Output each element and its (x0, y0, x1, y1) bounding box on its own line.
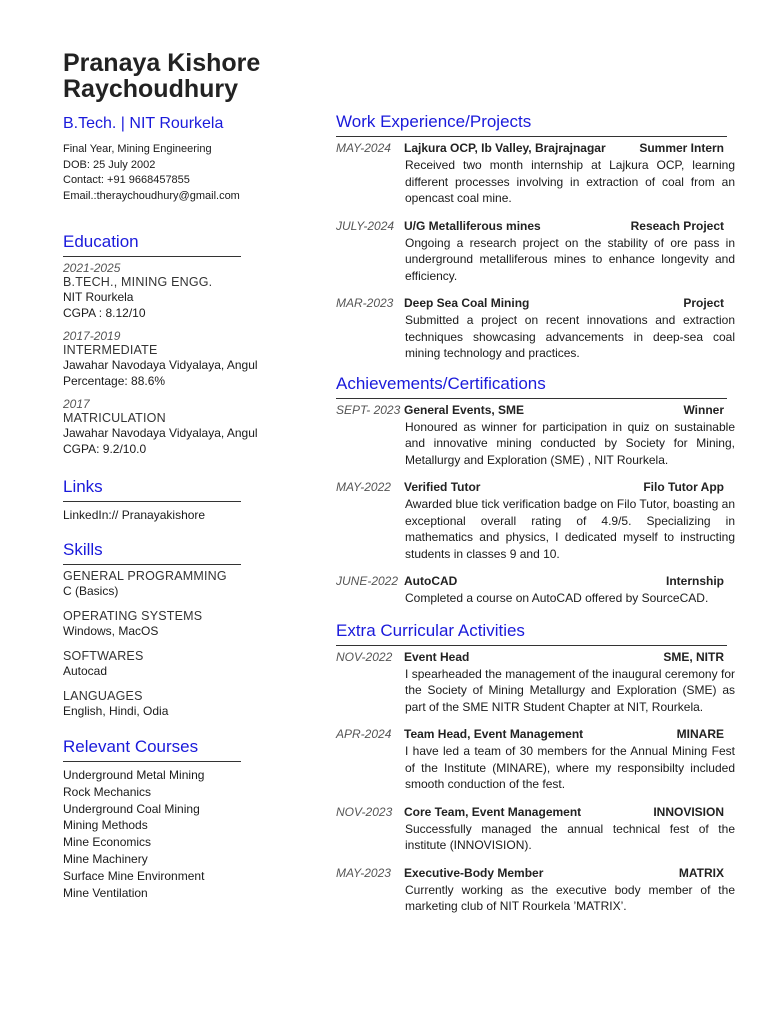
entry-title: Lajkura OCP, Ib Valley, Brajrajnagar (404, 141, 606, 155)
entry-date: JUNE-2022 (336, 574, 399, 588)
activity-entry (336, 805, 736, 854)
education-line: CGPA : 8.12/10 (63, 306, 146, 320)
entry-date: MAY-2024 (336, 141, 391, 155)
education-line: NIT Rourkela (63, 290, 134, 304)
contact-year: Final Year, Mining Engineering (63, 143, 212, 155)
education-degree: B.TECH., MINING ENGG. (63, 275, 213, 289)
entry-date: NOV-2022 (336, 649, 393, 664)
entry-title: Executive-Body Member (404, 865, 544, 880)
course-item: Underground Coal Mining (63, 801, 200, 816)
education-degree: INTERMEDIATE (63, 343, 158, 357)
entry-role: Internship (665, 574, 724, 588)
education-line: Percentage: 88.6% (63, 374, 166, 388)
entry-description: Currently working as the executive body member of the marketing club of NIT Rourkela ’MATRIX’. (405, 882, 735, 913)
left-column (63, 50, 263, 901)
entry-description: I spearheaded the management of the inaugural ceremony for the Society of Mining Metallurgy and Exploration (SME) as part of the SME NITR Student Chapter at NIT, Rourkela. (405, 666, 735, 714)
skill-value: Autocad (63, 664, 108, 678)
work-divider (336, 136, 727, 137)
entry-role: MATRIX (678, 865, 724, 880)
education-degree: MATRICULATION (63, 411, 166, 425)
achievements-heading: Achievements/Certifications (336, 373, 546, 393)
entry-date: NOV-2023 (336, 804, 393, 819)
course-item: Mine Economics (63, 835, 152, 850)
education-year: 2021-2025 (63, 261, 121, 275)
courses-divider (63, 761, 241, 762)
entry-role: Filo Tutor App (643, 480, 724, 494)
degree-subtitle: B.Tech. | NIT Rourkela (63, 115, 224, 132)
education-heading: Education (63, 232, 139, 251)
education-line: CGPA: 9.2/10.0 (63, 442, 147, 456)
achievement-entry (336, 574, 736, 607)
entry-title: Team Head, Event Management (404, 727, 584, 741)
skill-category: GENERAL PROGRAMMING (63, 569, 227, 583)
entry-title: Core Team, Event Management (404, 804, 582, 819)
course-item: Surface Mine Environment (63, 868, 205, 883)
activity-entry (336, 866, 736, 915)
work-entry (336, 296, 736, 362)
name-line-1: Pranaya Kishore (63, 49, 261, 77)
entry-description: Awarded blue tick verification badge on Filo Tutor, boasting an exceptional overall rating of 4.9/5. Specializing in mathematics and physics, I dedicated myself to instructing students in classes 9 and 10. (405, 497, 735, 561)
achievements-divider (336, 398, 727, 399)
achievement-entry (336, 403, 736, 469)
entry-role: Winner (683, 402, 724, 417)
contact-dob: DOB: 25 July 2002 (63, 158, 156, 171)
entry-description: Successfully managed the annual technical fest of the institute (INNOVISION). (405, 821, 735, 852)
entry-title: U/G Metalliferous mines (404, 218, 541, 233)
linkedin-link[interactable]: LinkedIn:// Pranayakishore (63, 508, 206, 522)
course-item: Underground Metal Mining (63, 768, 205, 782)
contact-block (63, 142, 263, 204)
course-item: Mine Ventilation (63, 885, 148, 900)
achievement-entry (336, 480, 736, 562)
education-item (63, 397, 263, 457)
education-line: Jawahar Navodaya Vidyalaya, Angul (63, 358, 258, 372)
course-item: Mine Machinery (63, 851, 148, 866)
entry-description: Honoured as winner for participation in quiz on sustainable and innovative mining conducted by Society for Mining, Metallurgy and Exploration (SME) , NIT Rourkela. (405, 419, 735, 467)
candidate-name (63, 50, 263, 102)
education-divider (63, 256, 241, 257)
right-column (336, 112, 736, 915)
extracurricular-divider (336, 645, 727, 646)
entry-description: I have led a team of 30 members for the Annual Mining Fest of the Institute (MINARE), where my responsibilty included smooth conduction of the fest. (405, 744, 735, 791)
course-item: Mining Methods (63, 818, 148, 833)
entry-title: AutoCAD (404, 574, 458, 588)
skill-category: LANGUAGES (63, 689, 143, 703)
entry-date: JULY-2024 (336, 218, 395, 233)
entry-description: Ongoing a research project on the stability of ore pass in underground metalliferous mines to enhance longevity and efficiency. (405, 235, 735, 283)
education-item (63, 261, 263, 321)
entry-role: Project (683, 296, 724, 310)
contact-phone: Contact: +91 9668457855 (63, 174, 190, 186)
entry-description: Submitted a project on recent innovations and extraction techniques showcasing advancements in deep-sea coal mining technology and practices. (405, 313, 735, 360)
work-heading: Work Experience/Projects (336, 112, 532, 131)
skill-value: C (Basics) (63, 584, 119, 598)
education-year: 2017-2019 (63, 329, 121, 343)
activity-entry (336, 650, 736, 716)
education-item (63, 329, 263, 389)
skill-value: English, Hindi, Odia (63, 704, 169, 718)
entry-description: Received two month internship at Lajkura OCP, learning different processes involving in extraction of coal from an opencast coal mine. (405, 158, 735, 205)
entry-date: MAY-2022 (336, 480, 391, 494)
name-line-2: Raychoudhury (63, 75, 239, 103)
skill-value: Windows, MacOS (63, 624, 159, 638)
entry-role: Reseach Project (630, 218, 724, 233)
entry-role: Summer Intern (639, 141, 724, 155)
entry-role: MINARE (676, 727, 724, 741)
entry-title: General Events, SME (404, 402, 525, 417)
extracurricular-heading: Extra Curricular Activities (336, 620, 525, 640)
course-item: Rock Mechanics (63, 784, 152, 799)
courses-list (63, 767, 263, 901)
entry-role: SME, NITR (663, 649, 724, 664)
links-heading: Links (63, 477, 103, 496)
education-line: Jawahar Navodaya Vidyalaya, Angul (63, 426, 258, 440)
education-year: 2017 (63, 397, 90, 411)
entry-title: Verified Tutor (404, 480, 481, 494)
activity-entry (336, 727, 736, 793)
skill-category: SOFTWARES (63, 649, 144, 663)
links-divider (63, 501, 241, 502)
contact-email[interactable]: Email.:theraychoudhury@gmail.com (63, 189, 240, 202)
courses-heading: Relevant Courses (63, 737, 199, 756)
skills-heading: Skills (63, 540, 103, 559)
entry-description: Completed a course on AutoCAD offered by SourceCAD. (405, 591, 709, 605)
entry-title: Deep Sea Coal Mining (404, 296, 530, 310)
entry-role: INNOVISION (653, 804, 724, 819)
work-entry (336, 141, 736, 207)
entry-date: SEPT- 2023 (336, 402, 401, 417)
entry-date: MAR-2023 (336, 296, 394, 310)
skill-category: OPERATING SYSTEMS (63, 609, 203, 623)
skills-divider (63, 564, 241, 565)
entry-title: Event Head (404, 649, 470, 664)
work-entry (336, 219, 736, 285)
entry-date: APR-2024 (336, 727, 392, 741)
entry-date: MAY-2023 (336, 865, 391, 880)
